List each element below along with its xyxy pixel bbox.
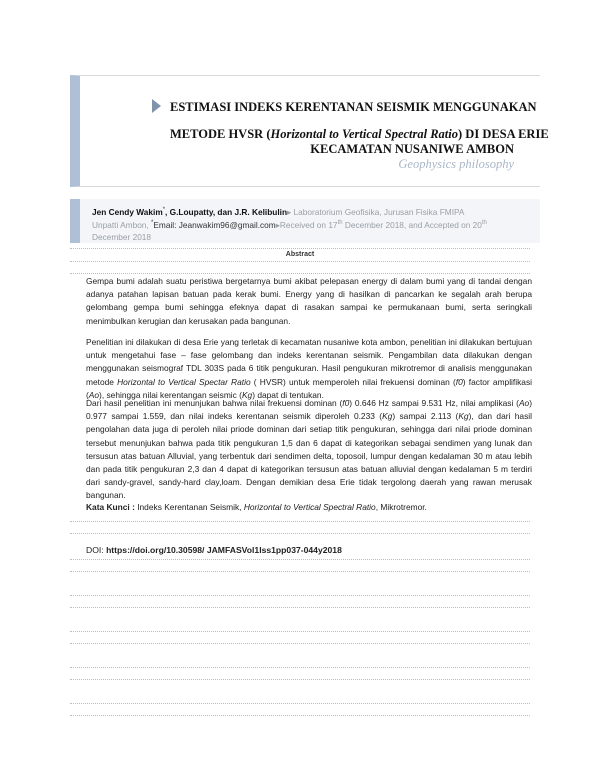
divider (70, 607, 530, 608)
divider (70, 643, 530, 644)
divider (70, 248, 530, 249)
divider (70, 559, 530, 560)
divider (70, 715, 530, 716)
abstract-heading: Abstract (285, 251, 315, 258)
author-line-3: December 2018 (92, 232, 152, 242)
author-line-1: Jen Cendy Wakim*, G.Loupatty, dan J.R. Kelibulin▸ Laboratorium Geofisika, Jurusan Fisika FMIPA (92, 207, 465, 217)
divider (70, 667, 530, 668)
divider (70, 595, 530, 596)
title-line-1: ESTIMASI INDEKS KERENTANAN SEISMIK MENGGUNAKAN (170, 100, 537, 114)
divider (70, 631, 530, 632)
divider (70, 521, 530, 522)
triangle-marker-icon (152, 99, 161, 113)
title-line-3: KECAMATAN NUSANIWE AMBON (310, 142, 514, 156)
abstract-paragraph-2: Penelitian ini dilakukan di desa Erie yang terletak di kecamatan nusaniwe kota ambon, penelitian ini dilakukan bertujuan untuk mengetahui fase – fase gelombang dan indeks kerentanan seismik. Pengambilan data dilakukan dengan menggunakan seismograf TDL 303S pada 6 titik pengukuran. Hasil pengukuran mikrotremor di analisis menggunakan metode Horizontal to Vertical Spectar Ratio ( HVSR) untuk memperoleh nilai frekuensi dominan (f0) factor amplifikasi (Ao), sehingga nilai kerentangan seismic (Kg) dapat di tentukan. (86, 337, 533, 400)
divider (70, 571, 530, 572)
divider (70, 273, 530, 274)
author-line-2: Unpatti Ambon, *Email: Jeanwakim96@gmail.com▸Received on 17th December 2018, and Accepted on 20th (92, 220, 487, 230)
abstract-paragraph-3: Dari hasil penelitian ini menunjukan bahwa nilai frekuensi dominan (f0) 0.646 Hz sampai 9.531 Hz, nilai amplikasi (Ao) 0.977 sampai 1.559, dan nilai indeks kerentanan seismik diperoleh 0.233 (Kg) sampai 2.113 (Kg), dan dari hasil pengolahan data juga di peroleh nilai priode dominan dari setiap titik pengukuran, sehingga dari nilai priode dominan tersebut menunjukan bahwa pada titik pengukuran 1,5 dan 6 dapat di kategorikan sebagai sendimen yang lunak dan tersusun atas batuan Alluvial, yang terbentuk dari sendimen delta, toposoil, lumpur dengan kedalaman 30 m atau lebih dan pada titik pengukuran 2,3 dan 4 dapat di kategorikan tersusun atas batuan alluvial dengan kedalaman 5 m terdiri dari sandy-gravel, sandy-hard clay,loam. Dengan demikian desa Erie tidak tergolong daerah yang rawan merusak bangunan. (86, 398, 532, 501)
abstract-paragraph-1: Gempa bumi adalah suatu peristiwa bergetarnya bumi akibat pelepasan energy di dalam bumi yang di tandai dengan adanya patahan lapisan batuan pada kerak bumi. Energy yang di hasilkan di pancarkan ke segalah arah berupa gelombang gempa bumi sehingga efeknya dapat di rasakan sampai ke permukanaan bumi, serta seringkali menimbulkan kerugian dan kerusakan pada bangunan. (86, 276, 532, 326)
divider (70, 703, 530, 704)
divider (70, 533, 530, 534)
divider (70, 679, 530, 680)
divider (70, 261, 530, 262)
doi-link[interactable]: https://doi.org/10.30598/ JAMFASVol1Iss1pp037-044y2018 (106, 545, 342, 555)
title-line-2: METODE HVSR (Horizontal to Vertical Spectral Ratio) DI DESA ERIE (170, 127, 549, 141)
doi-line: DOI: https://doi.org/10.30598/ JAMFASVol1Iss1pp037-044y2018 (86, 545, 342, 555)
keywords: Kata Kunci : Indeks Kerentanan Seismik, Horizontal to Vertical Spectral Ratio, Mikrotremor. (86, 502, 427, 512)
journal-name: Geophysics philosophy (398, 157, 514, 171)
